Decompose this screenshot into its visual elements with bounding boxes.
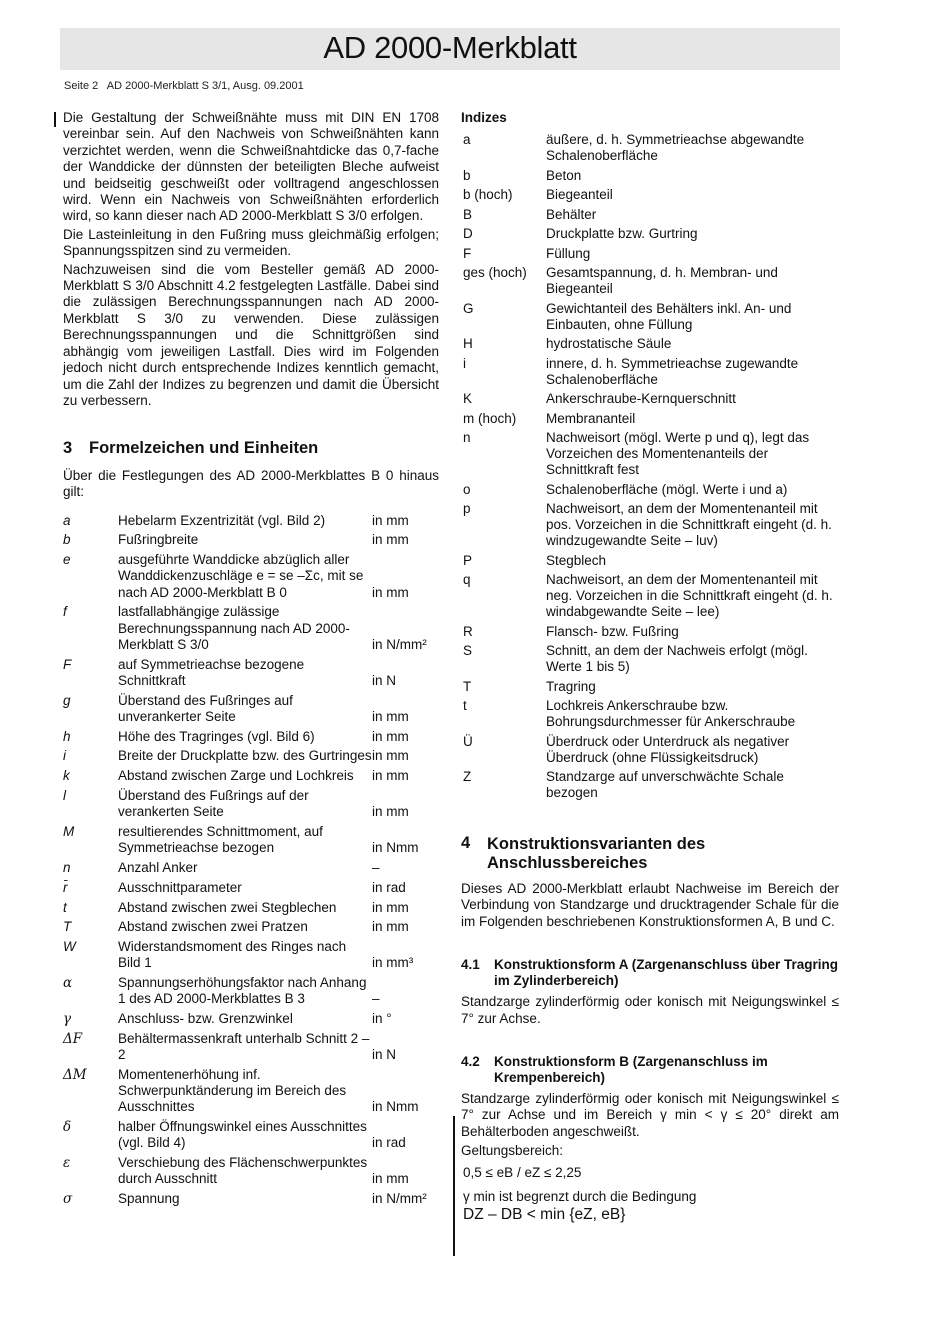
subsection-number: 4.1 — [461, 957, 480, 973]
index-key: b (hoch) — [463, 187, 513, 203]
index-key: B — [463, 206, 473, 222]
subsection-title: Konstruktionsform B (Zargenanschluss im Krempenbereich) — [494, 1053, 768, 1085]
symbol: W — [63, 939, 76, 955]
index-description: äußere, d. h. Symmetrieachse abgewandte Schalenoberfläche — [546, 132, 805, 164]
index-description: Tragring — [546, 678, 596, 694]
symbol-row — [63, 768, 439, 788]
symbol-row — [63, 975, 439, 1011]
index-description: Gesamtspannung, d. h. Membran- und Biegeanteil — [546, 265, 778, 297]
index-row — [461, 265, 839, 301]
symbol-unit: in N — [372, 672, 397, 688]
index-row — [461, 482, 839, 502]
symbol-row — [63, 1031, 439, 1067]
symbol-description: Hebelarm Exzentrizität (vgl. Bild 2) — [118, 512, 326, 528]
symbol: γ — [63, 1011, 72, 1028]
symbol-row — [63, 513, 439, 533]
paragraph: Dieses AD 2000-Merkblatt erlaubt Nachweise im Bereich der Verbindung von Standzarge und drucktragender Schale für die im Folgenden beschriebenen Konstruktionsformen A, B und C. — [461, 880, 839, 929]
index-key: F — [463, 245, 472, 261]
symbol-description: Überstand des Fußrings auf der verankerten Seite — [118, 787, 309, 820]
index-row — [461, 187, 839, 207]
symbol-unit: in mm — [372, 899, 409, 915]
symbol-unit: in mm — [372, 748, 409, 764]
symbol-row — [63, 693, 439, 729]
symbol: a — [63, 512, 71, 528]
section-title: Formelzeichen und Einheiten — [89, 439, 319, 458]
symbol: σ — [63, 1191, 73, 1208]
index-description: Behälter — [546, 206, 597, 222]
paragraph: Die Lasteinleitung in den Fußring muss gleichmäßig erfolgen; Spannungsspitzen sind zu vermeiden. — [63, 226, 439, 259]
section-intro: Über die Festlegungen des AD 2000-Merkblattes B 0 hinaus gilt: — [63, 467, 439, 500]
symbol-row — [63, 939, 439, 975]
symbol: b — [63, 532, 71, 548]
symbol: ε — [63, 1155, 71, 1172]
index-row — [461, 246, 839, 266]
section-number: 3 — [63, 439, 73, 458]
symbol-row — [63, 860, 439, 880]
symbol-row — [63, 919, 439, 939]
index-description: Gewichtanteil des Behälters inkl. An- und Einbauten, ohne Füllung — [546, 300, 792, 332]
index-key: i — [463, 355, 466, 371]
subsection-heading — [461, 957, 839, 989]
index-description: Überdruck oder Unterdruck als negativer Überdruck (ohne Flüssigkeitsdruck) — [546, 733, 790, 765]
symbol-unit: in mm — [372, 532, 409, 548]
index-key: G — [463, 300, 474, 316]
symbol-row — [63, 1191, 439, 1211]
symbols-table — [63, 513, 439, 1211]
symbol-description: lastfallabhängige zulässige Berechnungsspannung nach AD 2000-Merkblatt S 3/0 — [118, 604, 350, 652]
index-description: Flansch- bzw. Fußring — [546, 623, 679, 639]
index-row — [461, 336, 839, 356]
index-key: n — [463, 430, 471, 446]
symbol: l — [63, 787, 66, 803]
symbol-row — [63, 1155, 439, 1191]
index-description: Schnitt, an dem der Nachweis erfolgt (mögl. Werte 1 bis 5) — [546, 643, 808, 675]
index-description: Nachweisort, an dem der Momentenanteil mit neg. Vorzeichen in die Schnittkraft eingeht (d. h. windabgewandte Seite – lee) — [546, 572, 833, 620]
symbol: α — [63, 975, 73, 992]
index-description: Lochkreis Ankerschraube bzw. Bohrungsdurchmesser für Ankerschraube — [546, 698, 796, 730]
symbol: r̄ — [63, 879, 68, 895]
index-key: D — [463, 226, 473, 242]
symbol-row — [63, 552, 439, 604]
right-column — [461, 110, 839, 1224]
index-row — [461, 132, 839, 168]
symbol-unit: in N — [372, 1047, 397, 1063]
symbol-unit: in mm — [372, 804, 409, 820]
section-title: Konstruktionsvarianten des Anschlussbereiches — [487, 834, 706, 872]
index-key: K — [463, 391, 473, 407]
symbol-description: Abstand zwischen zwei Stegblechen — [118, 899, 337, 915]
symbol-unit: in mm — [372, 728, 409, 744]
index-key: q — [463, 572, 471, 588]
symbol: M — [63, 823, 75, 839]
index-description: Standzarge auf unverschwächte Schale bezogen — [546, 769, 784, 801]
index-row — [461, 411, 839, 431]
symbol-unit: in mm — [372, 512, 409, 528]
index-description: Biegeanteil — [546, 187, 613, 203]
index-key: o — [463, 481, 471, 497]
paragraph: Standzarge zylinderförmig oder konisch mit Neigungswinkel ≤ 7° zur Achse. — [461, 994, 839, 1026]
index-row — [461, 207, 839, 227]
index-description: Schalenoberfläche (mögl. Werte i und a) — [546, 481, 788, 497]
index-row — [461, 356, 839, 392]
symbol-description: Momentenerhöhung inf. Schwerpunktänderung im Bereich des Ausschnittes — [118, 1066, 347, 1115]
paragraph: Die Gestaltung der Schweißnähte muss mit DIN EN 1708 vereinbar sein. Auf den Nachweis von Schweißnähten kann verzichtet werden, wenn die Schweißnahtdicke das 0,7-fache der Wanddicke der dünnsten der beteiligten Bleche aufweist und beidseitig geschweißt oder volltragend angeschlossen wird. Wenn ein Nachweis von Schweißnähten erforderlich wird, so kann dieser nach AD 2000-Merkblatt S 3/0 erfolgen. — [63, 110, 439, 224]
change-bar — [453, 1116, 455, 1256]
index-row — [461, 430, 839, 482]
symbol: g — [63, 692, 71, 708]
symbol-unit: in rad — [372, 1135, 406, 1151]
paragraph: Nachzuweisen sind die vom Besteller gemäß AD 2000-Merkblatt S 3/0 Abschnitt 4.2 festgelegten Lastfälle. Dabei sind die zulässigen Berechnungsspannungen nach AD 2000-Merkblatt S 3/0 zu verwenden. Diese zulässigen Berechnungsspannungen und die Schnittgrößen sind abhängig vom jeweiligen Lastfall. Dies wird im Folgenden jedoch nicht durch entsprechende Indizes kenntlich gemacht, um die Zahl der Indizes zu begrenzen und damit die Übersicht zu verbessern. — [63, 261, 439, 408]
index-row — [461, 168, 839, 188]
index-row — [461, 624, 839, 644]
index-description: Stegblech — [546, 552, 607, 568]
symbol-description: halber Öffnungswinkel eines Ausschnittes (vgl. Bild 4) — [118, 1119, 367, 1151]
symbol: n — [63, 859, 71, 875]
change-bar — [54, 112, 56, 127]
symbol: e — [63, 552, 71, 568]
index-description: Membrananteil — [546, 410, 636, 426]
symbol-unit: in mm — [372, 708, 409, 724]
index-description: Nachweisort, an dem der Momentenanteil mit pos. Vorzeichen in die Schnittkraft eingeht (d. h. windzugewandte Seite – luv) — [546, 501, 832, 549]
symbol-row — [63, 824, 439, 860]
page-header — [60, 28, 840, 70]
subsection-number: 4.2 — [461, 1053, 480, 1069]
symbol: f — [63, 604, 67, 620]
index-key: b — [463, 167, 471, 183]
index-key: S — [463, 643, 473, 659]
symbol-unit: in mm — [372, 919, 409, 935]
index-key: m (hoch) — [463, 410, 517, 426]
index-key: Ü — [463, 733, 473, 749]
indices-heading: Indizes — [461, 110, 507, 125]
subsection-title: Konstruktionsform A (Zargenanschluss über Tragring im Zylinderbereich) — [494, 957, 839, 989]
header-title: AD 2000-Merkblatt — [323, 30, 577, 65]
symbol-description: Spannung — [118, 1191, 180, 1207]
validity-label: Geltungsbereich: — [461, 1143, 564, 1159]
symbol-description: Behältermassenkraft unterhalb Schnitt 2 – 2 — [118, 1030, 370, 1063]
symbol-row — [63, 604, 439, 656]
index-description: Ankerschraube-Kernquerschnitt — [546, 391, 736, 407]
symbol-description: Anschluss- bzw. Grenzwinkel — [118, 1011, 293, 1027]
symbol-unit: in Nmm — [372, 1099, 419, 1115]
paragraph: Standzarge zylinderförmig oder konisch mit Neigungswinkel ≤ 7° zur Achse und im Bereich γ min < γ ≤ 20° direkt am Behälterboden angeschweißt. — [461, 1090, 839, 1139]
symbol-row — [63, 1119, 439, 1155]
index-row — [461, 501, 839, 553]
symbol-unit: in N/mm² — [372, 1191, 427, 1207]
index-key: p — [463, 501, 471, 517]
symbol: F — [63, 656, 72, 672]
symbol-unit: in rad — [372, 879, 406, 895]
symbol: k — [63, 768, 70, 784]
index-row — [461, 734, 839, 770]
index-row — [461, 553, 839, 573]
index-description: Nachweisort (mögl. Werte p und q), legt das Vorzeichen des Momentenanteils der Schnittkraft fest — [546, 430, 810, 478]
symbol: δ — [63, 1119, 72, 1136]
subsection-heading — [461, 1054, 839, 1086]
index-row — [461, 226, 839, 246]
index-key: R — [463, 623, 473, 639]
symbol: ΔM — [63, 1066, 87, 1083]
index-key: Z — [463, 769, 472, 785]
symbol-description: Breite der Druckplatte bzw. des Gurtringes — [118, 748, 372, 764]
symbol-description: Anzahl Anker — [118, 859, 198, 875]
symbol-description: ausgeführte Wanddicke abzüglich aller Wanddickenzuschläge e = se –Σc, mit se nach AD 2000-Merkblatt B 0 — [118, 552, 364, 600]
symbol-row — [63, 532, 439, 552]
symbol-description: auf Symmetrieachse bezogene Schnittkraft — [118, 656, 305, 688]
symbol: t — [63, 899, 67, 915]
symbol-row — [63, 729, 439, 749]
symbol-description: resultierendes Schnittmoment, auf Symmetrieachse bezogen — [118, 823, 323, 856]
gamma-note: γ min ist begrenzt durch die Bedingung — [463, 1188, 697, 1204]
index-row — [461, 301, 839, 337]
symbol: T — [63, 919, 72, 935]
symbol-description: Fußringbreite — [118, 532, 199, 548]
index-description: Füllung — [546, 245, 591, 261]
symbol-unit: in mm — [372, 768, 409, 784]
index-key: t — [463, 698, 467, 714]
index-row — [461, 643, 839, 679]
section-heading — [461, 835, 839, 873]
index-row — [461, 679, 839, 699]
symbol-unit: – — [372, 991, 380, 1007]
symbol-description: Ausschnittparameter — [118, 879, 242, 895]
symbol: h — [63, 728, 71, 744]
section-number: 4 — [461, 833, 471, 852]
index-key: ges (hoch) — [463, 265, 527, 281]
index-row — [461, 769, 839, 805]
index-description: hydrostatische Säule — [546, 336, 672, 352]
symbol-unit: in N/mm² — [372, 636, 427, 652]
symbol-row — [63, 880, 439, 900]
index-key: H — [463, 336, 473, 352]
symbol-description: Höhe des Tragringes (vgl. Bild 6) — [118, 728, 315, 744]
symbol-unit: in mm — [372, 584, 409, 600]
index-row — [461, 391, 839, 411]
indices-table — [461, 132, 839, 805]
symbol-description: Überstand des Fußringes auf unverankerter Seite — [118, 692, 293, 724]
page-reference: Seite 2 AD 2000-Merkblatt S 3/1, Ausg. 09.2001 — [64, 80, 304, 92]
index-description: Druckplatte bzw. Gurtring — [546, 226, 698, 242]
symbol-unit: – — [372, 859, 380, 875]
symbol-description: Verschiebung des Flächenschwerpunktes durch Ausschnitt — [118, 1155, 368, 1187]
symbol-row — [63, 1011, 439, 1031]
index-description: innere, d. h. Symmetrieachse zugewandte Schalenoberfläche — [546, 355, 799, 387]
symbol-unit: in mm — [372, 1171, 409, 1187]
index-key: P — [463, 552, 473, 568]
left-column — [63, 110, 439, 1211]
section-heading — [63, 440, 439, 456]
formula-validity: 0,5 ≤ eB / eZ ≤ 2,25 — [463, 1164, 582, 1180]
index-key: T — [463, 678, 472, 694]
symbol-description: Spannungserhöhungsfaktor nach Anhang 1 des AD 2000-Merkblattes B 3 — [118, 975, 367, 1007]
symbol-row — [63, 900, 439, 920]
symbol: ΔF — [63, 1030, 83, 1047]
symbol: i — [63, 748, 66, 764]
symbol-row — [63, 1067, 439, 1119]
symbol-unit: in Nmm — [372, 840, 419, 856]
index-row — [461, 572, 839, 624]
symbol-description: Widerstandsmoment des Ringes nach Bild 1 — [118, 939, 347, 971]
formula-condition: DZ – DB < min {eZ, eB} — [463, 1205, 626, 1223]
index-row — [461, 698, 839, 734]
symbol-description: Abstand zwischen zwei Pratzen — [118, 919, 308, 935]
symbol-row — [63, 748, 439, 768]
symbol-description: Abstand zwischen Zarge und Lochkreis — [118, 768, 354, 784]
symbol-row — [63, 788, 439, 824]
symbol-unit: in mm³ — [372, 955, 414, 971]
index-description: Beton — [546, 167, 582, 183]
index-key: a — [463, 132, 471, 148]
symbol-unit: in ° — [372, 1011, 392, 1027]
symbol-row — [63, 657, 439, 693]
